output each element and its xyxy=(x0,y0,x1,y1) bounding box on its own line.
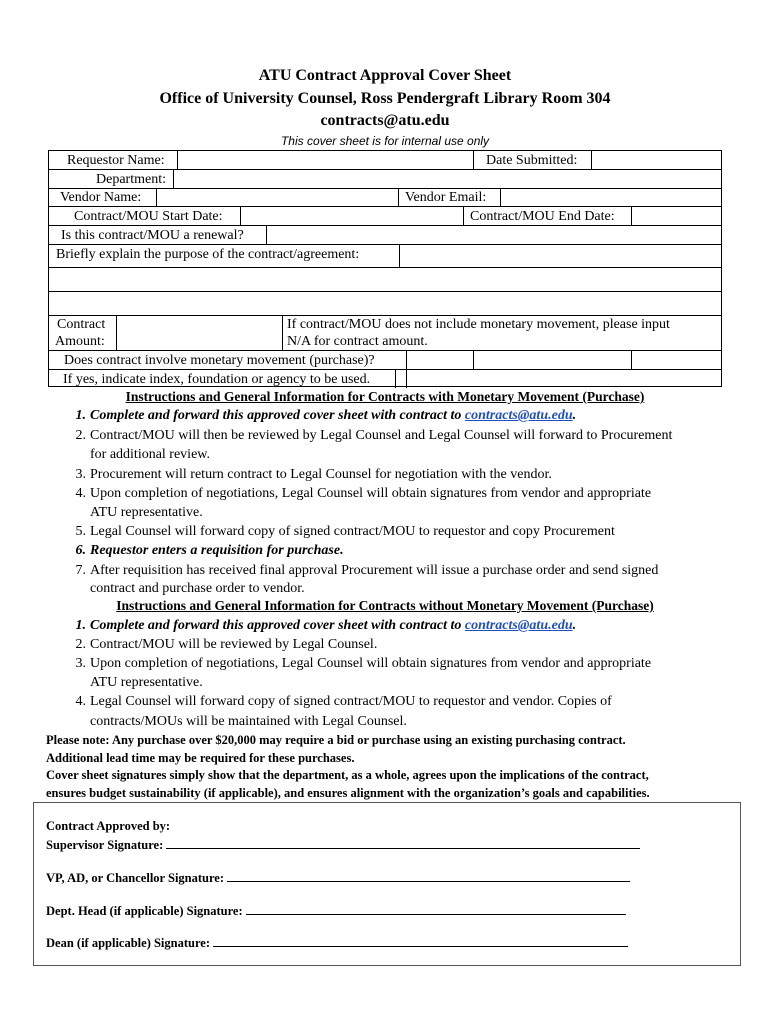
approved-by-label: Contract Approved by: xyxy=(46,819,171,833)
contract-amount-label-1: Contract xyxy=(57,317,106,332)
dept-head-signature-line[interactable] xyxy=(246,903,626,915)
contracts-email-link[interactable]: contracts@atu.edu xyxy=(464,618,573,633)
purpose-field-line-3[interactable] xyxy=(49,291,721,315)
vp-signature-line[interactable] xyxy=(227,870,630,882)
office-location: Office of University Counsel, Ross Pendergraft Library Room 304 xyxy=(159,90,611,107)
vp-signature-label: VP, AD, or Chancellor Signature: xyxy=(46,871,225,885)
start-date-field[interactable] xyxy=(241,206,462,225)
contract-amount-label-2: Amount: xyxy=(55,334,105,349)
end-date-label: Contract/MOU End Date: xyxy=(470,209,615,224)
index-field[interactable] xyxy=(396,369,721,388)
dean-signature-label: Dean (if applicable) Signature: xyxy=(46,936,211,950)
monetary-movement-label: Does contract involve monetary movement (purchase)? xyxy=(64,353,375,368)
lead-time-note: Additional lead time may be required for these purchases. xyxy=(46,751,355,765)
contract-info-form xyxy=(48,150,722,387)
purchase-note: Please note: Any purchase over $20,000 may require a bid or purchase using an existing purchasing contract. xyxy=(46,733,626,747)
contract-amount-field[interactable] xyxy=(117,315,281,350)
date-submitted-label: Date Submitted: xyxy=(486,153,578,168)
purpose-field[interactable] xyxy=(400,244,721,267)
requestor-name-field[interactable] xyxy=(178,151,472,169)
page-title: ATU Contract Approval Cover Sheet xyxy=(258,67,512,84)
dept-head-signature-row xyxy=(46,903,626,919)
start-date-label: Contract/MOU Start Date: xyxy=(74,209,223,224)
purpose-field-line-2[interactable] xyxy=(49,267,721,291)
amount-note-line-2: N/A for contract amount. xyxy=(287,334,428,349)
purpose-label: Briefly explain the purpose of the contract/agreement: xyxy=(56,247,360,262)
amount-note-line-1: If contract/MOU does not include monetary movement, please input xyxy=(287,317,670,332)
dean-signature-line[interactable] xyxy=(213,935,628,947)
supervisor-signature-line[interactable] xyxy=(166,837,640,849)
office-email: contracts@atu.edu xyxy=(320,112,450,129)
signature-box xyxy=(33,802,741,966)
supervisor-signature-label: Supervisor Signature: xyxy=(46,838,164,852)
contracts-email-link[interactable]: contracts@atu.edu xyxy=(464,408,573,423)
department-label: Department: xyxy=(96,172,166,187)
vendor-email-label: Vendor Email: xyxy=(405,190,487,205)
vendor-email-field[interactable] xyxy=(501,188,721,206)
date-submitted-field[interactable] xyxy=(592,151,721,169)
department-field[interactable] xyxy=(174,169,721,188)
signature-note-1: Cover sheet signatures simply show that the department, as a whole, agrees upon the implications of the contract, xyxy=(46,768,649,782)
section-monetary-title: Instructions and General Information for Contracts with Monetary Movement (Purchase) xyxy=(125,389,645,404)
monetary-movement-field[interactable] xyxy=(407,350,721,369)
signature-note-2: ensures budget sustainability (if applicable), and ensures alignment with the organization’s goals and capabilities. xyxy=(46,786,650,800)
end-date-field[interactable] xyxy=(632,206,721,225)
renewal-field[interactable] xyxy=(267,225,721,244)
vp-signature-row xyxy=(46,870,630,886)
index-label: If yes, indicate index, foundation or agency to be used. xyxy=(63,372,371,387)
internal-use-note: This cover sheet is for internal use only xyxy=(280,134,490,148)
renewal-label: Is this contract/MOU a renewal? xyxy=(61,228,244,243)
requestor-name-label: Requestor Name: xyxy=(67,153,165,168)
section-non-monetary-title: Instructions and General Information for Contracts without Monetary Movement (Purchase) xyxy=(116,598,654,613)
dean-signature-row xyxy=(46,935,628,951)
vendor-name-field[interactable] xyxy=(157,188,397,206)
vendor-name-label: Vendor Name: xyxy=(60,190,142,205)
dept-head-signature-label: Dept. Head (if applicable) Signature: xyxy=(46,904,243,918)
supervisor-signature-row xyxy=(46,837,640,853)
